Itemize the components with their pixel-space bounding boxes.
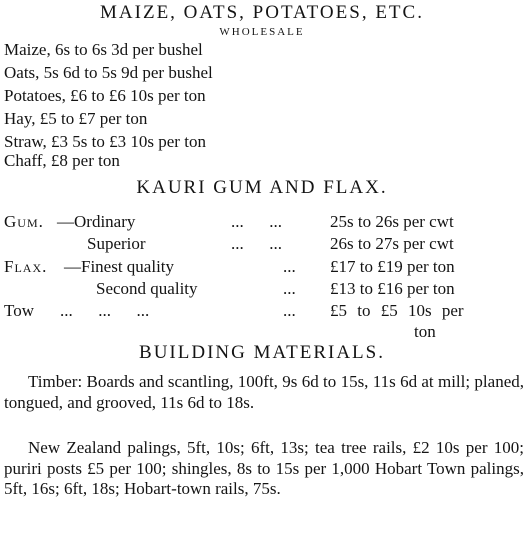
row-item: —Finest quality [64,257,175,276]
row-price: 26s to 27s per cwt [330,234,454,253]
paragraph-timber: Timber: Boards and scantling, 100ft, 9s 6d to 15s, 11s 6d at mill; planed, tongued, and grooved, 11s 6d to 18s. [4,372,524,412]
price-line-straw: Straw, £3 5s to £3 10s per ton [4,132,206,151]
section-title-building: BUILDING MATERIALS. [139,342,385,363]
section-title-kauri: KAURI GUM AND FLAX. [136,177,388,198]
row-dots: ... [283,279,296,298]
row-label: Tow [4,301,34,320]
row-dots: ... [283,301,296,320]
row-price-continued: ton [414,322,436,341]
row-item: ... ... ... [60,301,150,320]
paragraph-palings: New Zealand palings, 5ft, 10s; 6ft, 13s; tea tree rails, £2 10s per 100; puriri posts £5 per 100; shingles, 8s to 15s per 1,000 Hobart Town palings, 5ft, 16s; 6ft, 18s; Hobart-town rails, 75s. [4,438,524,498]
wholesale-subtitle: WHOLESALE [219,26,305,38]
row-item: —Ordinary [57,212,136,231]
row-price: £17 to £19 per ton [330,257,455,276]
row-dots: ... [283,257,296,276]
section-title-maize: MAIZE, OATS, POTATOES, ETC. [100,2,424,23]
row-item: Superior [87,234,146,253]
price-line-hay: Hay, £5 to £7 per ton [4,109,148,128]
row-price: £13 to £16 per ton [330,279,455,298]
price-line-oats: Oats, 5s 6d to 5s 9d per bushel [4,63,213,82]
price-line-maize: Maize, 6s to 6s 3d per bushel [4,40,203,59]
row-label: Flax. [4,257,48,276]
price-line-potatoes: Potatoes, £6 to £6 10s per ton [4,86,206,105]
row-price: 25s to 26s per cwt [330,212,454,231]
row-label: Gum. [4,212,44,231]
row-dots: ... ... [231,234,282,253]
row-item: Second quality [96,279,198,298]
row-dots: ... ... [231,212,282,231]
price-line-chaff: Chaff, £8 per ton [4,151,120,170]
row-price: £5 to £5 10s per [330,301,464,320]
